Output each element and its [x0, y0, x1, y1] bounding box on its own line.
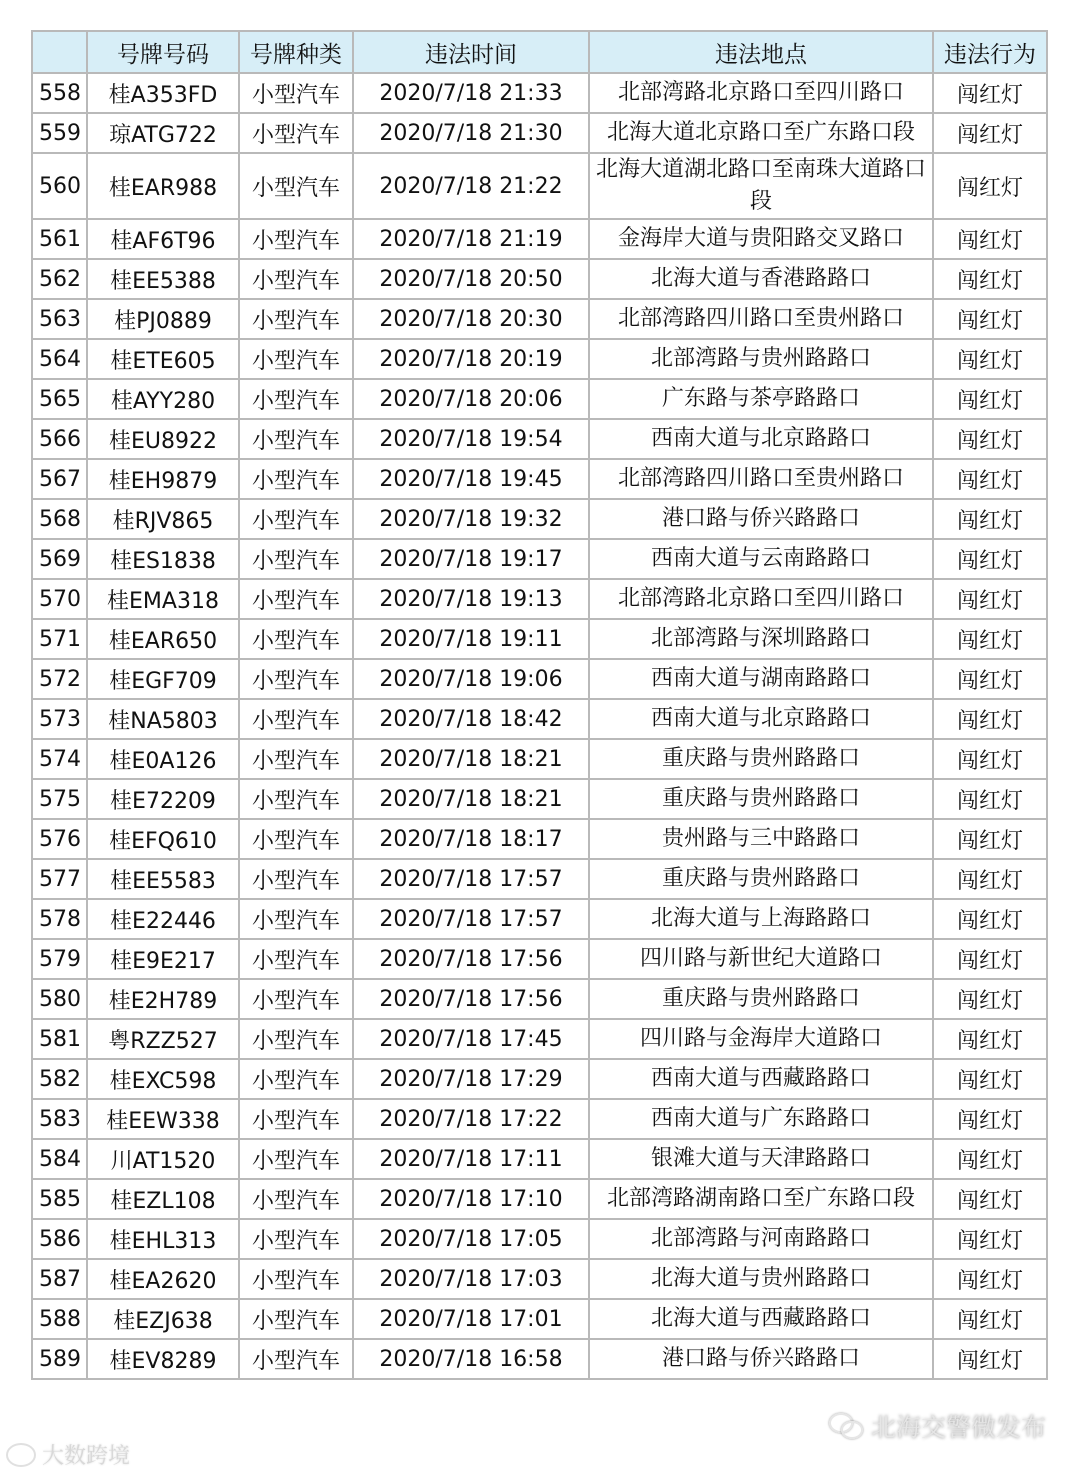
cell-violation-time: 2020/7/18 17:22	[353, 1099, 589, 1139]
cell-index: 565	[32, 379, 87, 419]
table-row	[32, 1099, 1047, 1139]
cell-violation-location: 西南大道与西藏路路口	[589, 1059, 933, 1099]
cell-violation-time: 2020/7/18 17:45	[353, 1019, 589, 1059]
weibo-icon	[6, 1443, 36, 1467]
cell-violation-action: 闯红灯	[933, 579, 1047, 619]
cell-violation-location: 北海大道与香港路路口	[589, 259, 933, 299]
cell-violation-action: 闯红灯	[933, 1059, 1047, 1099]
cell-violation-time: 2020/7/18 18:21	[353, 739, 589, 779]
cell-violation-location: 四川路与金海岸大道路口	[589, 1019, 933, 1059]
cell-plate-number: 琼ATG722	[87, 113, 239, 153]
watermark-left-text: 大数跨境	[42, 1444, 131, 1469]
cell-violation-time: 2020/7/18 17:11	[353, 1139, 589, 1179]
table-row	[32, 819, 1047, 859]
table-row	[32, 899, 1047, 939]
table-row	[32, 699, 1047, 739]
cell-plate-type: 小型汽车	[239, 1339, 353, 1379]
cell-violation-location: 港口路与侨兴路路口	[589, 499, 933, 539]
table-row	[32, 979, 1047, 1019]
table-row	[32, 1259, 1047, 1299]
cell-violation-location: 北部湾路与河南路路口	[589, 1219, 933, 1259]
cell-plate-number: 桂EZJ638	[87, 1299, 239, 1339]
cell-violation-time: 2020/7/18 17:05	[353, 1219, 589, 1259]
table-row	[32, 153, 1047, 219]
cell-index: 588	[32, 1299, 87, 1339]
cell-violation-time: 2020/7/18 17:56	[353, 979, 589, 1019]
cell-violation-action: 闯红灯	[933, 379, 1047, 419]
cell-violation-time: 2020/7/18 17:10	[353, 1179, 589, 1219]
cell-index: 564	[32, 339, 87, 379]
cell-plate-number: 川AT1520	[87, 1139, 239, 1179]
cell-violation-action: 闯红灯	[933, 619, 1047, 659]
table-header-row	[32, 31, 1047, 73]
table-row	[32, 1019, 1047, 1059]
cell-violation-location: 重庆路与贵州路路口	[589, 779, 933, 819]
cell-index: 561	[32, 219, 87, 259]
cell-violation-time: 2020/7/18 19:17	[353, 539, 589, 579]
cell-violation-time: 2020/7/18 17:03	[353, 1259, 589, 1299]
cell-plate-number: 桂EE5583	[87, 859, 239, 899]
cell-violation-location: 西南大道与湖南路路口	[589, 659, 933, 699]
cell-violation-action: 闯红灯	[933, 153, 1047, 219]
cell-plate-number: 桂EFQ610	[87, 819, 239, 859]
cell-plate-number: 桂NA5803	[87, 699, 239, 739]
cell-plate-type: 小型汽车	[239, 779, 353, 819]
cell-index: 585	[32, 1179, 87, 1219]
cell-violation-time: 2020/7/18 19:06	[353, 659, 589, 699]
cell-plate-number: 桂PJ0889	[87, 299, 239, 339]
table-row	[32, 939, 1047, 979]
watermark-left	[6, 1439, 130, 1470]
cell-plate-type: 小型汽车	[239, 1259, 353, 1299]
cell-plate-number: 桂ETE605	[87, 339, 239, 379]
cell-plate-number: 桂A353FD	[87, 73, 239, 113]
violation-table	[31, 30, 1048, 1380]
table-body	[32, 73, 1047, 1379]
table-row	[32, 73, 1047, 113]
cell-violation-action: 闯红灯	[933, 659, 1047, 699]
cell-violation-location: 北海大道与贵州路路口	[589, 1259, 933, 1299]
cell-index: 569	[32, 539, 87, 579]
cell-violation-action: 闯红灯	[933, 419, 1047, 459]
cell-plate-number: 桂EU8922	[87, 419, 239, 459]
cell-plate-number: 粤RZZ527	[87, 1019, 239, 1059]
cell-plate-type: 小型汽车	[239, 379, 353, 419]
table-row	[32, 1059, 1047, 1099]
cell-violation-time: 2020/7/18 18:42	[353, 699, 589, 739]
cell-violation-location: 重庆路与贵州路路口	[589, 979, 933, 1019]
cell-index: 580	[32, 979, 87, 1019]
cell-violation-time: 2020/7/18 17:57	[353, 899, 589, 939]
header-violation-location: 违法地点	[589, 31, 933, 73]
cell-violation-action: 闯红灯	[933, 1099, 1047, 1139]
cell-index: 571	[32, 619, 87, 659]
cell-plate-type: 小型汽车	[239, 899, 353, 939]
cell-violation-action: 闯红灯	[933, 1019, 1047, 1059]
cell-violation-action: 闯红灯	[933, 1179, 1047, 1219]
table-row	[32, 739, 1047, 779]
cell-plate-type: 小型汽车	[239, 1179, 353, 1219]
cell-violation-time: 2020/7/18 18:17	[353, 819, 589, 859]
cell-violation-time: 2020/7/18 21:30	[353, 113, 589, 153]
cell-violation-location: 贵州路与三中路路口	[589, 819, 933, 859]
cell-violation-location: 港口路与侨兴路路口	[589, 1339, 933, 1379]
cell-violation-time: 2020/7/18 21:19	[353, 219, 589, 259]
cell-violation-action: 闯红灯	[933, 1259, 1047, 1299]
cell-violation-location: 北部湾路北京路口至四川路口	[589, 579, 933, 619]
cell-violation-time: 2020/7/18 17:56	[353, 939, 589, 979]
cell-plate-number: 桂EAR650	[87, 619, 239, 659]
cell-plate-number: 桂E9E217	[87, 939, 239, 979]
cell-plate-number: 桂EMA318	[87, 579, 239, 619]
cell-plate-type: 小型汽车	[239, 1059, 353, 1099]
cell-plate-number: 桂EA2620	[87, 1259, 239, 1299]
cell-plate-number: 桂AF6T96	[87, 219, 239, 259]
cell-plate-number: 桂EEW338	[87, 1099, 239, 1139]
table-row	[32, 499, 1047, 539]
cell-index: 566	[32, 419, 87, 459]
cell-plate-type: 小型汽车	[239, 73, 353, 113]
cell-index: 587	[32, 1259, 87, 1299]
cell-violation-location: 北海大道北京路口至广东路口段	[589, 113, 933, 153]
table-row	[32, 379, 1047, 419]
cell-plate-number: 桂E22446	[87, 899, 239, 939]
cell-violation-time: 2020/7/18 20:06	[353, 379, 589, 419]
cell-plate-type: 小型汽车	[239, 1219, 353, 1259]
cell-violation-time: 2020/7/18 17:57	[353, 859, 589, 899]
wechat-icon	[829, 1413, 863, 1439]
cell-plate-number: 桂EXC598	[87, 1059, 239, 1099]
cell-violation-action: 闯红灯	[933, 859, 1047, 899]
cell-violation-action: 闯红灯	[933, 339, 1047, 379]
cell-plate-number: 桂EAR988	[87, 153, 239, 219]
cell-plate-number: 桂EHL313	[87, 1219, 239, 1259]
cell-violation-action: 闯红灯	[933, 739, 1047, 779]
cell-plate-number: 桂EZL108	[87, 1179, 239, 1219]
cell-index: 563	[32, 299, 87, 339]
cell-violation-time: 2020/7/18 21:22	[353, 153, 589, 219]
cell-violation-time: 2020/7/18 17:29	[353, 1059, 589, 1099]
cell-plate-number: 桂E2H789	[87, 979, 239, 1019]
cell-violation-time: 2020/7/18 21:33	[353, 73, 589, 113]
cell-violation-location: 北部湾路与深圳路路口	[589, 619, 933, 659]
cell-plate-number: 桂EV8289	[87, 1339, 239, 1379]
cell-violation-action: 闯红灯	[933, 259, 1047, 299]
cell-index: 581	[32, 1019, 87, 1059]
cell-violation-location: 北部湾路北京路口至四川路口	[589, 73, 933, 113]
cell-violation-time: 2020/7/18 20:50	[353, 259, 589, 299]
cell-violation-location: 北部湾路四川路口至贵州路口	[589, 299, 933, 339]
cell-plate-type: 小型汽车	[239, 339, 353, 379]
cell-violation-time: 2020/7/18 19:13	[353, 579, 589, 619]
watermark-right-text: 北海交警微发布	[870, 1413, 1046, 1442]
table-row	[32, 579, 1047, 619]
cell-plate-type: 小型汽车	[239, 259, 353, 299]
cell-index: 582	[32, 1059, 87, 1099]
header-plate-type: 号牌种类	[239, 31, 353, 73]
cell-plate-number: 桂E0A126	[87, 739, 239, 779]
cell-index: 570	[32, 579, 87, 619]
cell-violation-action: 闯红灯	[933, 699, 1047, 739]
cell-violation-time: 2020/7/18 19:32	[353, 499, 589, 539]
cell-plate-number: 桂EE5388	[87, 259, 239, 299]
table-row	[32, 259, 1047, 299]
table-row	[32, 113, 1047, 153]
cell-index: 589	[32, 1339, 87, 1379]
cell-index: 567	[32, 459, 87, 499]
table-row	[32, 859, 1047, 899]
table-row	[32, 339, 1047, 379]
cell-violation-location: 重庆路与贵州路路口	[589, 739, 933, 779]
cell-index: 559	[32, 113, 87, 153]
cell-violation-action: 闯红灯	[933, 779, 1047, 819]
cell-index: 578	[32, 899, 87, 939]
cell-plate-number: 桂AYY280	[87, 379, 239, 419]
cell-plate-type: 小型汽车	[239, 113, 353, 153]
cell-violation-action: 闯红灯	[933, 1339, 1047, 1379]
cell-plate-number: 桂EGF709	[87, 659, 239, 699]
cell-violation-location: 北海大道与上海路路口	[589, 899, 933, 939]
cell-plate-type: 小型汽车	[239, 979, 353, 1019]
cell-index: 577	[32, 859, 87, 899]
watermark-right	[829, 1408, 1046, 1444]
violation-table-container	[31, 30, 1046, 1380]
cell-index: 573	[32, 699, 87, 739]
cell-violation-action: 闯红灯	[933, 499, 1047, 539]
cell-plate-type: 小型汽车	[239, 819, 353, 859]
cell-plate-type: 小型汽车	[239, 739, 353, 779]
table-row	[32, 619, 1047, 659]
cell-index: 583	[32, 1099, 87, 1139]
cell-violation-location: 西南大道与云南路路口	[589, 539, 933, 579]
cell-plate-number: 桂ES1838	[87, 539, 239, 579]
cell-violation-location: 北海大道与西藏路路口	[589, 1299, 933, 1339]
cell-plate-type: 小型汽车	[239, 1019, 353, 1059]
cell-plate-type: 小型汽车	[239, 859, 353, 899]
cell-violation-location: 北海大道湖北路口至南珠大道路口段	[589, 153, 933, 219]
cell-violation-location: 金海岸大道与贵阳路交叉路口	[589, 219, 933, 259]
cell-plate-type: 小型汽车	[239, 499, 353, 539]
cell-index: 575	[32, 779, 87, 819]
table-row	[32, 539, 1047, 579]
cell-violation-time: 2020/7/18 19:11	[353, 619, 589, 659]
table-row	[32, 1339, 1047, 1379]
cell-plate-type: 小型汽车	[239, 539, 353, 579]
cell-index: 560	[32, 153, 87, 219]
cell-plate-number: 桂E72209	[87, 779, 239, 819]
table-row	[32, 419, 1047, 459]
cell-violation-location: 北部湾路湖南路口至广东路口段	[589, 1179, 933, 1219]
cell-violation-action: 闯红灯	[933, 459, 1047, 499]
cell-plate-type: 小型汽车	[239, 619, 353, 659]
cell-plate-type: 小型汽车	[239, 219, 353, 259]
cell-violation-action: 闯红灯	[933, 1219, 1047, 1259]
cell-index: 574	[32, 739, 87, 779]
cell-violation-location: 广东路与茶亭路路口	[589, 379, 933, 419]
table-row	[32, 779, 1047, 819]
cell-index: 568	[32, 499, 87, 539]
cell-violation-action: 闯红灯	[933, 899, 1047, 939]
cell-index: 558	[32, 73, 87, 113]
header-index	[32, 31, 87, 73]
cell-plate-type: 小型汽车	[239, 659, 353, 699]
header-violation-time: 违法时间	[353, 31, 589, 73]
cell-violation-location: 银滩大道与天津路路口	[589, 1139, 933, 1179]
cell-violation-action: 闯红灯	[933, 1139, 1047, 1179]
table-row	[32, 659, 1047, 699]
cell-violation-action: 闯红灯	[933, 819, 1047, 859]
cell-violation-action: 闯红灯	[933, 979, 1047, 1019]
cell-violation-time: 2020/7/18 19:54	[353, 419, 589, 459]
cell-violation-time: 2020/7/18 18:21	[353, 779, 589, 819]
cell-index: 584	[32, 1139, 87, 1179]
cell-violation-location: 西南大道与北京路路口	[589, 699, 933, 739]
cell-index: 572	[32, 659, 87, 699]
cell-violation-time: 2020/7/18 19:45	[353, 459, 589, 499]
header-violation-action: 违法行为	[933, 31, 1047, 73]
cell-violation-time: 2020/7/18 17:01	[353, 1299, 589, 1339]
cell-plate-type: 小型汽车	[239, 579, 353, 619]
cell-index: 579	[32, 939, 87, 979]
cell-violation-location: 西南大道与广东路路口	[589, 1099, 933, 1139]
cell-plate-number: 桂RJV865	[87, 499, 239, 539]
cell-index: 562	[32, 259, 87, 299]
cell-index: 586	[32, 1219, 87, 1259]
table-row	[32, 1139, 1047, 1179]
cell-violation-location: 四川路与新世纪大道路口	[589, 939, 933, 979]
cell-plate-type: 小型汽车	[239, 939, 353, 979]
cell-plate-type: 小型汽车	[239, 419, 353, 459]
cell-violation-location: 北部湾路与贵州路路口	[589, 339, 933, 379]
cell-plate-type: 小型汽车	[239, 299, 353, 339]
cell-plate-type: 小型汽车	[239, 1099, 353, 1139]
cell-plate-type: 小型汽车	[239, 153, 353, 219]
table-row	[32, 1179, 1047, 1219]
cell-violation-action: 闯红灯	[933, 299, 1047, 339]
cell-plate-type: 小型汽车	[239, 1139, 353, 1179]
cell-plate-type: 小型汽车	[239, 459, 353, 499]
cell-violation-action: 闯红灯	[933, 539, 1047, 579]
cell-plate-type: 小型汽车	[239, 699, 353, 739]
cell-violation-location: 西南大道与北京路路口	[589, 419, 933, 459]
table-row	[32, 219, 1047, 259]
cell-violation-action: 闯红灯	[933, 219, 1047, 259]
table-row	[32, 299, 1047, 339]
cell-index: 576	[32, 819, 87, 859]
cell-violation-time: 2020/7/18 20:30	[353, 299, 589, 339]
header-plate-number: 号牌号码	[87, 31, 239, 73]
cell-plate-type: 小型汽车	[239, 1299, 353, 1339]
cell-violation-action: 闯红灯	[933, 939, 1047, 979]
cell-violation-action: 闯红灯	[933, 113, 1047, 153]
cell-violation-location: 重庆路与贵州路路口	[589, 859, 933, 899]
cell-violation-time: 2020/7/18 16:58	[353, 1339, 589, 1379]
table-row	[32, 459, 1047, 499]
cell-violation-action: 闯红灯	[933, 73, 1047, 113]
cell-violation-action: 闯红灯	[933, 1299, 1047, 1339]
cell-violation-time: 2020/7/18 20:19	[353, 339, 589, 379]
table-row	[32, 1219, 1047, 1259]
cell-violation-location: 北部湾路四川路口至贵州路口	[589, 459, 933, 499]
cell-plate-number: 桂EH9879	[87, 459, 239, 499]
table-row	[32, 1299, 1047, 1339]
